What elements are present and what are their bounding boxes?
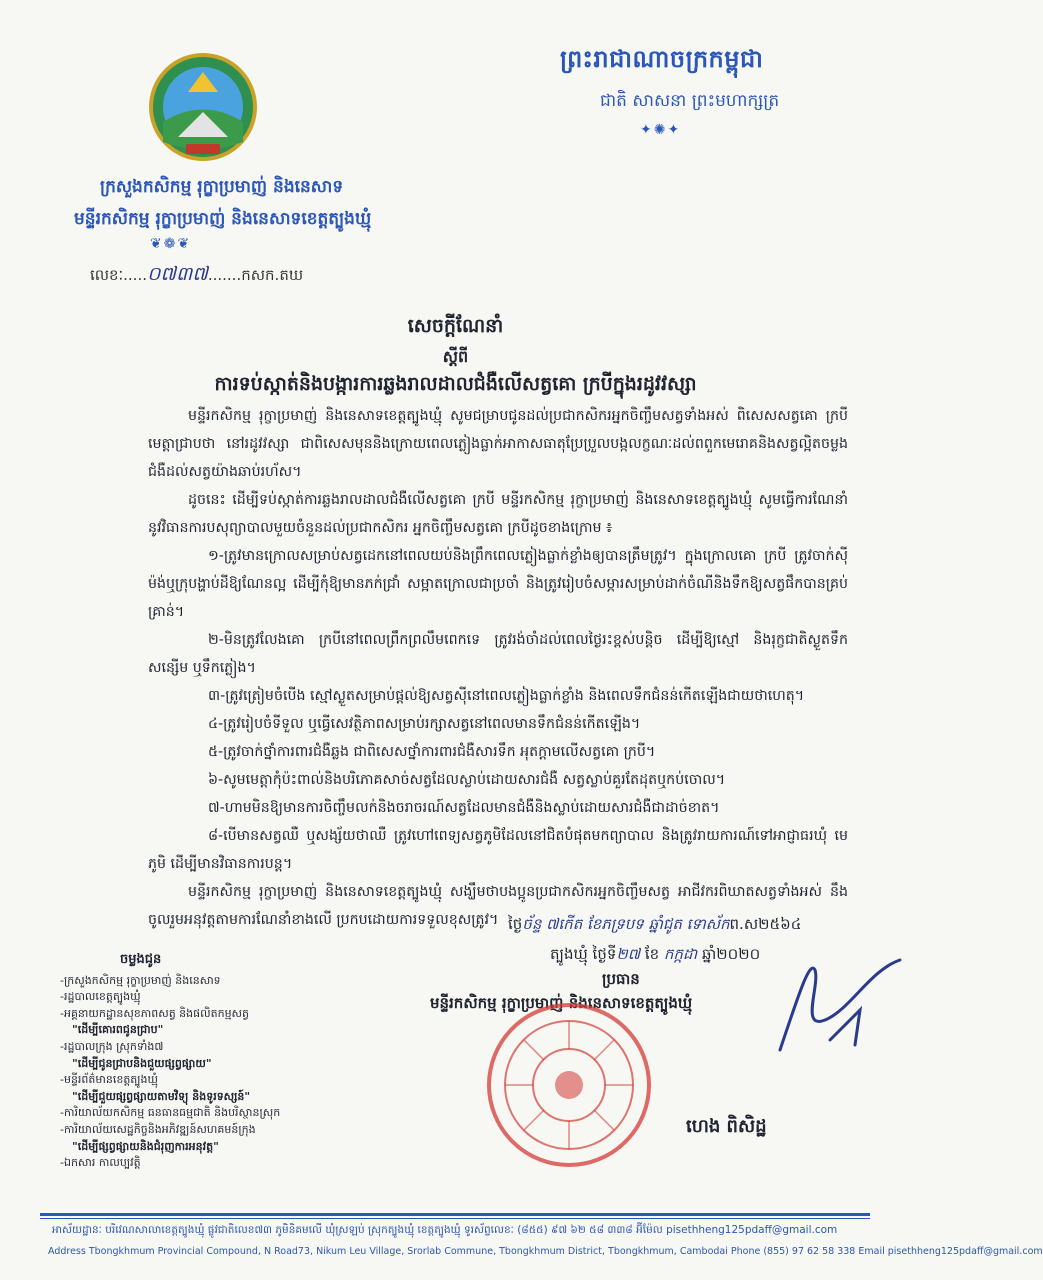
signer-position: ប្រធាន [602,970,640,988]
ref-number-handwritten: ០៧៣៧ [146,263,208,285]
recipient-item: -ការិយាល័យកសិកម្ម ធនធានធម្មជាតិ និងបរិស្ថានស្រុក [60,1106,281,1120]
instruction-item: ៥-ត្រូវចាក់ថ្នាំការពារជំងឺឆ្លង ជាពិសេសថ្នាំការពារជំងឺសារទឹក អុតក្តាមលើសត្វគោ ក្របី។ [208,744,656,760]
footer-khmer-address: អាស័យដ្ឋានៈ បរិវេណសាលាខេត្តត្បូងឃ្មុំ ផ្លូវជាតិលេខ៧៣ ភូមិនិគមលើ ឃុំស្រឡប់ ស្រុកត្បូងឃ្មុំ ខេត្តត្បូងឃ្មុំ ទូរស័ព្ទលេខៈ (៨៥៥) ៩៧ ៦២ ៥៨ ៣៣៨ អ៊ីម៉ែល pisethheng125pdaff@gmail.com [52,1224,838,1236]
national-motto: ជាតិ សាសនា ព្រះមហាក្សត្រ [600,91,780,111]
signer-name: ហេង ពិសិដ្ឋ [686,1116,767,1137]
ornament-divider: ✦✺✦ [640,122,682,138]
lunar-date [508,915,801,937]
official-seal-stamp [484,1000,654,1170]
recipient-item: -ឯកសារ កាលប្បវត្តិ [60,1156,141,1170]
buddhist-era: ព.ស២៥៦៤ [729,915,802,933]
copy-recipients-title: ចម្លងជូន [120,952,162,967]
date-place: ត្បូងឃ្មុំ ថ្ងៃទី [550,945,617,963]
date-year: ឆ្នាំ២០២០ [697,945,761,963]
date-month-handwritten: កក្កដា [663,945,698,963]
date-prefix: ថ្ងៃ [508,915,523,933]
date-day-handwritten: ២៧ [616,945,641,963]
footer-rule [40,1218,870,1219]
footer-rule [40,1213,870,1216]
recipient-item: -ការិយាល័យសេដ្ឋកិច្ចនិងអភិវឌ្ឍន៍សហគមន៍ក្រុង [60,1122,256,1136]
recipient-item: -រដ្ឋបាលខេត្តត្បូងឃ្មុំ [60,990,141,1004]
ornament-divider: ❦❁❦ [150,236,192,252]
body-paragraph: ដូចនេះ ដើម្បីទប់ស្កាត់ការឆ្លងរាលដាលជំងឺលើសត្វគោ ក្របី មន្ទីរកសិកម្ម រុក្ខាប្រមាញ់ និងនេសាទខេត្តត្បូងឃ្មុំ សូមធ្វើការណែនាំនូវវិធានការបសុព្យាបាលមួយចំនួនដល់ប្រជាកសិករ អ្នកចិញ្ចឹមសត្វគោ ក្របីដូចខាងក្រោម ៖ [148,492,848,536]
recipients-list [60,973,390,1172]
recipient-item: "ដើម្បីផ្សព្វផ្សាយនិងជំរុញការអនុវត្ត" [72,1139,219,1153]
recipient-item: "ដើម្បីជួយផ្សព្វផ្សាយតាមវិទ្យុ និងទូរទស្សន៍" [72,1089,251,1103]
instruction-item: ៤-ត្រូវរៀបចំទីទួល ឬធ្វើសេវត្ថិភាពសម្រាប់រក្សាសត្វនៅពេលមានទឹកជំនន់កើតឡើង។ [208,716,641,732]
footer-english-address: Address Tbongkhmum Provincial Compound, N Road73, Nikum Leu Village, Srorlab Commune, Tbongkhmum District, Tbongkhmum, Cambodai Phone (855) 97 62 58 338 Email pisethheng125pdaff@gmail.com [48,1246,1043,1257]
instruction-item: ២-មិនត្រូវលែងគោ ក្របីនៅពេលព្រឹកព្រលឹមពេកទេ ត្រូវរង់ចាំដល់ពេលថ្ងៃរះខ្ពស់បន្តិច ដើម្បីឱ្យស្មៅ និងរុក្ខជាតិស្ងួតទឹកសន្សើម ឬទឹកភ្លៀង។ [148,632,848,676]
copy-recipients [60,952,390,1172]
ministry-emblem-logo [148,52,258,162]
recipient-item: -រដ្ឋបាលក្រុង ស្រុកទាំង៧ [60,1039,164,1053]
handwritten-signature [760,950,910,1060]
body-paragraph: មន្ទីរកសិកម្ម រុក្ខាប្រមាញ់ និងនេសាទខេត្តត្បូងឃ្មុំ សូមជម្រាបជូនដល់ប្រជាកសិករអ្នកចិញ្ចឹមសត្វទាំងអស់ ពិសេសសត្វគោ ក្របី មេត្តាជ្រាបថា នៅរដូវវស្សា ជាពិសេសមុននិងក្រោយពេលភ្លៀងធ្លាក់អាកាសធាតុប្រែប្រួលបង្កលក្ខណៈដល់ពពួកមេរោគនិងសត្វល្អិតចម្លងជំងឺដល់សត្វយ៉ាងឆាប់រហ័ស។ [148,408,848,480]
department-name: មន្ទីរកសិកម្ម រុក្ខាប្រមាញ់ និងនេសាទខេត្តត្បូងឃ្មុំ [74,209,372,229]
reference-number [90,262,303,290]
recipient-item: -អគ្គនាយកដ្ឋានសុខភាពសត្វ និងផលិតកម្មសត្វ [60,1006,250,1020]
letter-body [148,402,848,934]
lunar-date-handwritten: ច័ន្ទ ៧កើត ខែភទ្របទ ឆ្នាំជូត ទោស័ក [522,915,730,933]
instruction-item: ៧-ហាមមិនឱ្យមានការចិញ្ចឹមលក់និងចរាចរណ៍សត្វដែលមានជំងឺនិងស្លាប់ដោយសារជំងឺជាដាច់ខាត។ [208,800,720,816]
title-regarding: ស្តីពី [442,347,469,366]
instruction-item: ១-ត្រូវមានក្រោលសម្រាប់សត្វដេកនៅពេលយប់និងព្រឹកពេលភ្លៀងធ្លាក់ខ្លាំងឲ្យបានត្រឹមត្រូវ។ ក្នុងក្រោលគោ ក្របី ត្រូវចាក់ស៊ីម៉ង់ឬក្រុបង្ហាប់ដីឱ្យណែនល្អ ដើម្បីកុំឱ្យមានភក់ជ្រាំ សម្អាតក្រោលជាប្រចាំ និងត្រូវរៀបចំសម្ភារសម្រាប់ដាក់ចំណីនិងទឹកឱ្យសត្វផឹកបានគ្រប់គ្រាន់។ [148,548,848,620]
document-subject: ការទប់ស្កាត់និងបង្ការការឆ្លងរាលដាលជំងឺលើសត្វគោ ក្របីក្នុងរដូវវស្សា [214,373,697,395]
recipient-item: "ដើម្បីជូនជ្រាបនិងជួយផ្សព្វផ្សាយ" [72,1056,212,1070]
recipient-item: -មន្ទីរព័ត៌មានខេត្តត្បូងឃ្មុំ [60,1073,159,1087]
instruction-item: ៦-សូមមេត្តាកុំប៉ះពាល់និងបរិភោគសាច់សត្វដែលស្លាប់ដោយសារជំងឺ សត្វស្លាប់គួរតែដុតឬកប់ចោល។ [208,772,726,788]
kingdom-header: ព្រះរាជាណាចក្រកម្ពុជា [560,44,764,73]
ref-suffix: .......កសក.តឃ [207,266,304,284]
ref-prefix: លេខៈ..... [90,266,147,284]
document-type-title: សេចក្តីណែនាំ [407,315,504,337]
recipient-item: -ក្រសួងកសិកម្ម រុក្ខាប្រមាញ់ និងនេសាទ [60,973,221,987]
body-paragraph: មន្ទីរកសិកម្ម រុក្ខាប្រមាញ់ និងនេសាទខេត្តត្បូងឃ្មុំ សង្ឃឹមថាបងប្អូនប្រជាកសិករអ្នកចិញ្ចឹមសត្វ អាជីវករពិឃាតសត្វទាំងអស់ នឹងចូលរួមអនុវត្តតាមការណែនាំខាងលើ ប្រកបដោយការទទួលខុសត្រូវ។ [148,884,848,928]
instruction-item: ៣-ត្រូវត្រៀមចំបើង ស្មៅស្ងួតសម្រាប់ផ្តល់ឱ្យសត្វស៊ីនៅពេលភ្លៀងធ្លាក់ខ្លាំង និងពេលទឹកជំនន់កើតឡើងជាយថាហេតុ។ [208,688,805,704]
ministry-name: ក្រសួងកសិកម្ម រុក្ខាប្រមាញ់ និងនេសាទ [100,177,344,197]
instruction-item: ៨-បើមានសត្វឈឺ ឬសង្ស័យថាឈឺ ត្រូវហៅពេទ្យសត្វភូមិដែលនៅជិតបំផុតមកព្យាបាល និងត្រូវរាយការណ៍ទៅអាជ្ញាធរឃុំ មេភូមិ ដើម្បីមានវិធានការបន្ត។ [148,828,848,872]
date-month-prefix: ខែ [640,945,664,963]
signer-department: មន្ទីរកសិកម្ម រុក្ខាប្រមាញ់ និងនេសាទខេត្តត្បូងឃ្មុំ [430,994,693,1012]
gregorian-date [550,945,760,967]
recipient-item: "ដើម្បីគោរពជូនជ្រាប" [72,1023,164,1037]
